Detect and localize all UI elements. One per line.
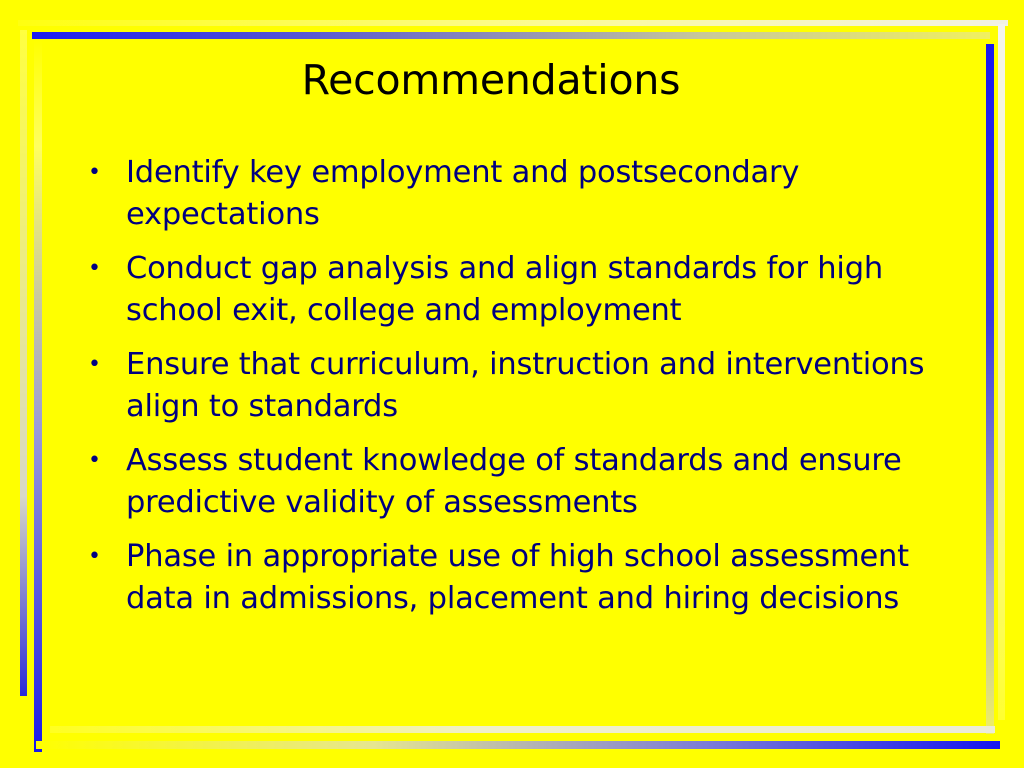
bullet-text: Assess student knowledge of standards and ensure predictive validity of assessments xyxy=(126,443,902,520)
bullet-icon: • xyxy=(88,256,101,281)
frame-left-outer-bar xyxy=(20,30,27,696)
bullet-text: Phase in appropriate use of high school assessment data in admissions, placement and hiring decisions xyxy=(126,539,909,616)
bullet-text: Conduct gap analysis and align standards for high school exit, college and employment xyxy=(126,251,883,328)
bullet-list xyxy=(88,152,948,632)
bullet-icon: • xyxy=(88,544,101,569)
frame-bottom-inner-bar xyxy=(36,741,1000,749)
bullet-item xyxy=(88,440,948,524)
frame-left-inner-bar xyxy=(34,40,42,752)
bullet-text: Ensure that curriculum, instruction and interventions align to standards xyxy=(126,347,925,424)
bullet-icon: • xyxy=(88,448,101,473)
bullet-icon: • xyxy=(88,160,101,185)
bullet-item xyxy=(88,152,948,236)
bullet-item xyxy=(88,536,948,620)
bullet-icon: • xyxy=(88,352,101,377)
slide-title: Recommendations xyxy=(301,56,681,104)
frame-top-outer-bar xyxy=(18,20,1008,26)
frame-bottom-outer-bar xyxy=(50,726,995,733)
frame-right-inner-bar xyxy=(986,44,994,734)
bullet-text: Identify key employment and postsecondary expectations xyxy=(126,155,800,232)
frame-right-outer-bar xyxy=(998,24,1005,720)
bullet-item xyxy=(88,248,948,332)
bullet-item xyxy=(88,344,948,428)
frame-top-inner-bar xyxy=(32,32,990,39)
